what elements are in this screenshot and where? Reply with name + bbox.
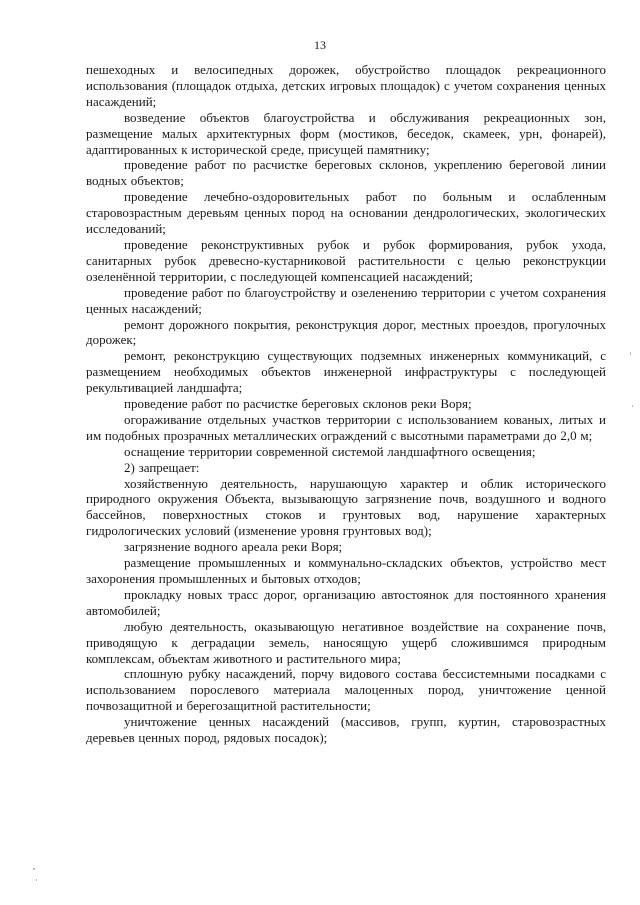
paragraph: оснащение территории современной системой ландшафтного освещения; <box>124 443 536 459</box>
paragraph: возведение объектов благоустройства и обслуживания рекреационных зон, размещение малых архитектурных форм (мостиков, беседок, скамеек, урн, фонарей), адаптированных к исторической среде, присущей памятнику; <box>86 109 606 157</box>
scan-speck <box>36 879 37 881</box>
paragraph: ремонт, реконструкцию существующих подземных инженерных коммуникаций, с размещением необходимых объектов инженерной инфраструктуры с последующей рекультивацией ландшафта; <box>86 348 606 396</box>
paragraph: огораживание отдельных участков территории с использованием кованых, литых и им подобных прозрачных металлических ограждений с высотными параметрами до 2,0 м; <box>86 411 606 443</box>
paragraph: сплошную рубку насаждений, порчу видового состава бессистемными посадками с использованием порослевого материала малоценных пород, уничтожение ценной почвозащитной и берегозащитной растительности; <box>86 666 606 714</box>
paragraph: прокладку новых трасс дорог, организацию автостоянок для постоянного хранения автомобилей; <box>86 586 606 618</box>
page-number: 13 <box>314 38 326 52</box>
paragraph: проведение работ по расчистке береговых склонов реки Воря; <box>124 396 472 412</box>
paragraph: проведение работ по благоустройству и озеленению территории с учетом сохранения ценных насаждений; <box>86 284 606 316</box>
paragraph: пешеходных и велосипедных дорожек, обустройство площадок рекреационного использования (площадок отдыха, детских игровых площадок) с учетом сохранения ценных насаждений; <box>86 62 606 109</box>
paragraph: уничтожение ценных насаждений (массивов, групп, куртин, старовозрастных деревьев ценных пород, рядовых посадок); <box>86 714 606 746</box>
body-text <box>86 62 606 746</box>
paragraph: загрязнение водного ареала реки Воря; <box>124 539 343 555</box>
scan-speck <box>33 868 35 870</box>
scan-speck <box>632 405 633 407</box>
paragraph: хозяйственную деятельность, нарушающую характер и облик исторического природного окружения Объекта, вызывающую загрязнение почв, воздушного и водного бассейнов, поверхностных стоков и грунтовых вод, нарушение характерных гидрологических условий (изменение уровня грунтовых вод); <box>86 475 606 539</box>
paragraph: проведение лечебно-оздоровительных работ по больным и ослабленным старовозрастным деревьям ценных пород на основании дендрологических, экологических исследований; <box>86 189 606 237</box>
paragraph: проведение работ по расчистке береговых склонов, укреплению береговой линии водных объектов; <box>86 157 606 189</box>
section-heading: 2) запрещает: <box>124 459 200 475</box>
paragraph: любую деятельность, оказывающую негативное воздействие на сохранение почв, приводящую к деградации земель, наносящую ущерб сложившимся природным комплексам, объектам животного и растительного мира; <box>86 618 606 666</box>
paragraph: размещение промышленных и коммунально-складских объектов, устройство мест захоронения промышленных и бытовых отходов; <box>86 555 606 586</box>
paragraph: проведение реконструктивных рубок и рубок формирования, рубок ухода, санитарных рубок древесно-кустарниковой растительности с целью реконструкции озеленённой территории, с последующей компенсацией насаждений; <box>86 236 606 284</box>
paragraph: ремонт дорожного покрытия, реконструкция дорог, местных проездов, прогулочных дорожек; <box>86 316 606 348</box>
scan-speck <box>630 352 631 355</box>
